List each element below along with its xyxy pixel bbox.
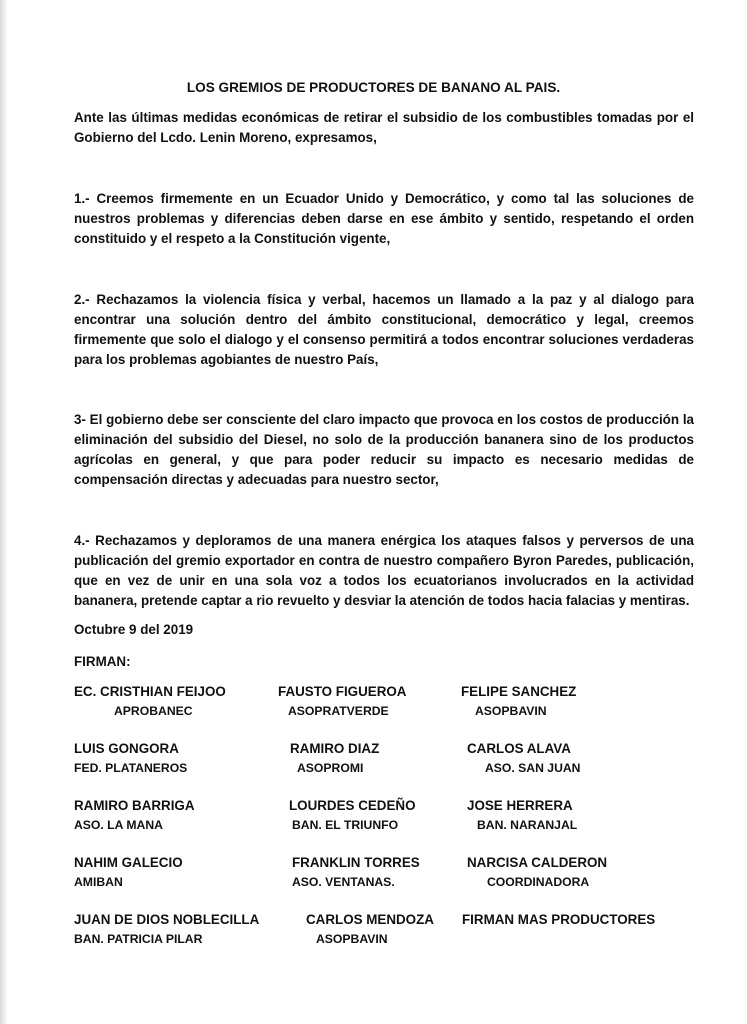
signatory-org: ASO. VENTANAS. (292, 875, 395, 889)
signatory-org: ASOPRATVERDE (288, 704, 389, 718)
signatory (461, 684, 576, 718)
signatory-org: ASOPROMI (297, 761, 364, 775)
signatory-org: APROBANEC (114, 704, 193, 718)
signatory-name: JOSE HERRERA (467, 798, 573, 813)
signatory-org: BAN. NARANJAL (477, 818, 578, 832)
signatory-org: ASOPBAVIN (475, 704, 547, 718)
signatory (306, 912, 434, 946)
signatory (467, 855, 607, 889)
signatory-name: CARLOS ALAVA (467, 741, 571, 756)
signatory-name: FAUSTO FIGUEROA (278, 684, 407, 699)
point-3: 3- El gobierno debe ser consciente del claro impacto que provoca en los costos de producción la eliminación del subsidio del Diesel, no solo de la producción bananera sino de los productos agrícolas en general, y que para poder reducir su impacto es necesario medidas de compensación directas y adecuadas para nuestro sector, (74, 412, 694, 487)
signatory-name: CARLOS MENDOZA (306, 912, 434, 927)
signatory-name: FELIPE SANCHEZ (461, 684, 577, 699)
signatory-name: LOURDES CEDEÑO (289, 798, 416, 813)
signatory-name: RAMIRO BARRIGA (74, 798, 195, 813)
signatory-name: NARCISA CALDERON (467, 855, 608, 870)
signatory (290, 741, 379, 775)
signatory (467, 798, 577, 832)
signers-label: FIRMAN: (74, 654, 131, 669)
point-1: 1.- Creemos firmemente en un Ecuador Unido y Democrático, y como tal las soluciones de nuestros problemas y diferencias deben darse en ese ámbito y sentido, respetando el orden constituido y el respeto a la Constitución vigente, (74, 191, 694, 246)
signatory-name: JUAN DE DIOS NOBLECILLA (74, 912, 260, 927)
signatory-name: FIRMAN MAS PRODUCTORES (462, 912, 656, 927)
signatory (74, 741, 187, 775)
signatory-org: FED. PLATANEROS (74, 761, 188, 775)
signatory (74, 912, 259, 946)
document-date: Octubre 9 del 2019 (74, 622, 194, 637)
point-4: 4.- Rechazamos y deploramos de una manera enérgica los ataques falsos y perversos de una publicación del gremio exportador en contra de nuestro compañero Byron Paredes, publicación, que en vez de unir en una sola voz a todos los ecuatorianos involucrados en la actividad bananera, pretende captar a rio revuelto y desviar la atención de todos hacia falacias y mentiras. (74, 533, 694, 608)
signatory-name: RAMIRO DIAZ (290, 741, 380, 756)
signatory-org: ASO. SAN JUAN (485, 761, 581, 775)
signatory-name: NAHIM GALECIO (74, 855, 183, 870)
signatory-org: BAN. PATRICIA PILAR (74, 932, 203, 946)
signatory-name: LUIS GONGORA (74, 741, 179, 756)
signatory-name: EC. CRISTHIAN FEIJOO (74, 684, 226, 699)
signatory-name: FRANKLIN TORRES (292, 855, 420, 870)
intro-paragraph: Ante las últimas medidas económicas de retirar el subsidio de los combustibles tomadas por el Gobierno del Lcdo. Lenin Moreno, expresamos, (74, 110, 694, 145)
page-edge-shadow (0, 0, 8, 1024)
signatory-org: BAN. EL TRIUNFO (292, 818, 399, 832)
signatory-org: ASOPBAVIN (316, 932, 388, 946)
signatory (289, 798, 415, 832)
signatory (278, 684, 406, 718)
signatory (74, 855, 183, 889)
signatory (74, 798, 195, 832)
signatory (467, 741, 580, 775)
document-title: LOS GREMIOS DE PRODUCTORES DE BANANO AL PAIS. (186, 80, 561, 95)
signatory-org: ASO. LA MANA (74, 818, 163, 832)
signatory (462, 912, 655, 927)
signatory (292, 855, 420, 889)
signatory-org: COORDINADORA (487, 875, 590, 889)
signatory (74, 684, 226, 718)
point-2: 2.- Rechazamos la violencia física y verbal, hacemos un llamado a la paz y al dialogo para encontrar una solución dentro del ámbito constitucional, democrático y legal, creemos firmemente que solo el dialogo y el consenso permitirá a todos encontrar soluciones verdaderas para los problemas agobiantes de nuestro País, (74, 292, 694, 367)
signatory-org: AMIBAN (74, 875, 123, 889)
